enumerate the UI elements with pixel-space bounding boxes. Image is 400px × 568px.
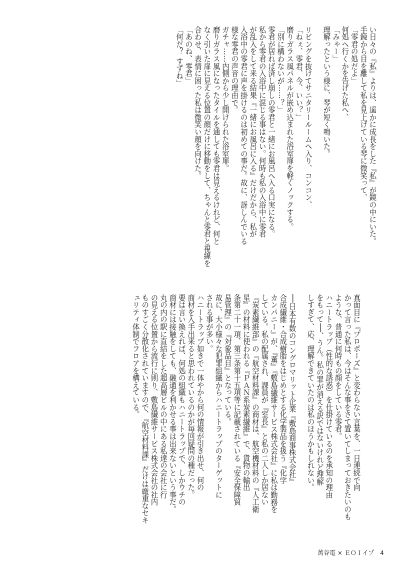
text-line: 商材には接触をしても、融通を利かせる事は出来ないという事だ。 (168, 294, 178, 513)
text-line: される事が多い。 (205, 294, 215, 353)
text-line: 磨りガラス風パネルが嵌め込まれた浴室扉を軽くノックする。 (286, 26, 296, 231)
text-line: 手鏡から目を離して私を見上げている琴に微笑って、 (359, 26, 369, 202)
text-line: しすぎて、応、理解できていたのは私のほうかもしれない。 (306, 294, 316, 492)
text-line: 「みゃー」 (332, 26, 342, 63)
text-line: 様な零君の声音の理由で。 (230, 26, 240, 114)
text-line: 「あのね、零君」 (184, 26, 194, 85)
text-line: 合成繊維・合成樹脂をはじめとする化学製品を扱う『化学 (279, 294, 289, 484)
text-line: リビングを抜けてサニタリールームへ入り、コンコン、 (304, 26, 314, 209)
text-line: 「ねぇ、零君、今、いい？」 (295, 26, 305, 121)
text-line: ものすごく分散化されていますので、『航空材料課』だけは厳重なセキ (141, 294, 151, 524)
text-line: ハニートラップ如きで一体やから何の情報が引き出せ、何の (196, 294, 206, 492)
text-line: 「何だ？ すずね」 (175, 26, 185, 87)
text-line (314, 26, 323, 274)
text-line: カンパニー』が、『薫』『敷島繊維サービス株式会社』に私は勤務を (270, 294, 280, 514)
page-footer: 萬谷電 × ＥＯＩイプ 4 (317, 550, 384, 557)
text-line: 入浴中の零君に声を掛けるのは初めての事だ。故に、訝しんでいる (240, 26, 250, 245)
text-line: をもって──、うん。私の罪が消える訳ではないけれど理解 (316, 294, 326, 486)
text-line: 零君が居れば済し崩しの零君と一緒にお風呂へ入る口実になる。 (267, 26, 277, 238)
text-line: 私から零君の入浴中に混じる事はない。何時も私の入浴中に零君 (258, 26, 268, 238)
text-line: 星』の材料に使われる『ＰＡＮ系炭素繊維』で、貨物の輸出 (242, 294, 252, 492)
text-line: が乱入をして来る結果『一緒にお風呂に入る』だけだから、私が (249, 26, 259, 238)
text-line: ような、普通に何時もの顔をしている零君。 (334, 294, 344, 440)
text-line: 「零君の処だよ」 (350, 26, 360, 85)
text-line: かって言った私は、今はそんな事をさて置いてしまっておきたいのも (343, 294, 353, 521)
text-line: 要は言い換えれば、何処の組織もハニートラップで、しかウチの (178, 294, 188, 506)
text-line: 丸の内の駅に直結をした超高層ビルの中にある私達の会社に行 (159, 294, 169, 499)
text-line: 故に、大小様々な犯罪組織からハニートラップのターゲットに (214, 294, 224, 499)
text-line: 何処へ行くかを告げた私へ、 (341, 26, 351, 121)
text-line: 商材を入手出来ると思われているのかが毎回疑問の種だった。 (187, 294, 197, 499)
text-line: ハニートラップ（性的な誘惑）を仕掛けているのを承知の理由 (325, 294, 335, 499)
text-line: 真面目に『プロポーズ』と変わらない言葉を、一日連続で向 (353, 294, 362, 492)
text-block-lower (22, 294, 362, 540)
text-line: ガチャ……内側から少し開けられた浴室扉。 (221, 26, 231, 172)
text-line: 『炭素繊維部』の『航空材料課』の商材は、航空機材料の『人工衛 (251, 294, 261, 513)
text-line: 磨りガラス風になったタイルを通しても零君は見えるけれど、何と (212, 26, 222, 245)
text-line: 易管理』の『対象品目』となっている。 (224, 294, 234, 426)
text-line: ──日本有数のコングロマリット企業『敷島商事株式会社』 (288, 294, 298, 486)
text-line: 条第二十一項、第三条第十五項等に記載されている『安全保障貿 (233, 294, 243, 506)
text-block-upper (38, 26, 378, 274)
text-line: い日々の『私』よりは、遥かに成長をした『私』が鏡の中にいた。 (369, 26, 378, 245)
text-line: 理解ったという様に、琴が短く鳴いた。 (322, 26, 332, 158)
text-line: 「別に構わないが……？」 (276, 26, 286, 114)
text-line: 合わせ、表情に困った私は微笑い顔を向けた。 (194, 26, 204, 180)
text-line: の見える位置から流行に則り、敷島繊維サービス株式会社の社内 (150, 294, 160, 506)
text-line: している。私の配属され、課員が『室長』と私の二人しか居ない (260, 294, 270, 506)
text-line: なく引いた扉に見える位置の顔だけに移動をして、ちゃんと零君と視線を (203, 26, 213, 267)
text-line: ュリティ体制でフロアを構えている。 (132, 294, 142, 419)
text-line (298, 294, 307, 540)
